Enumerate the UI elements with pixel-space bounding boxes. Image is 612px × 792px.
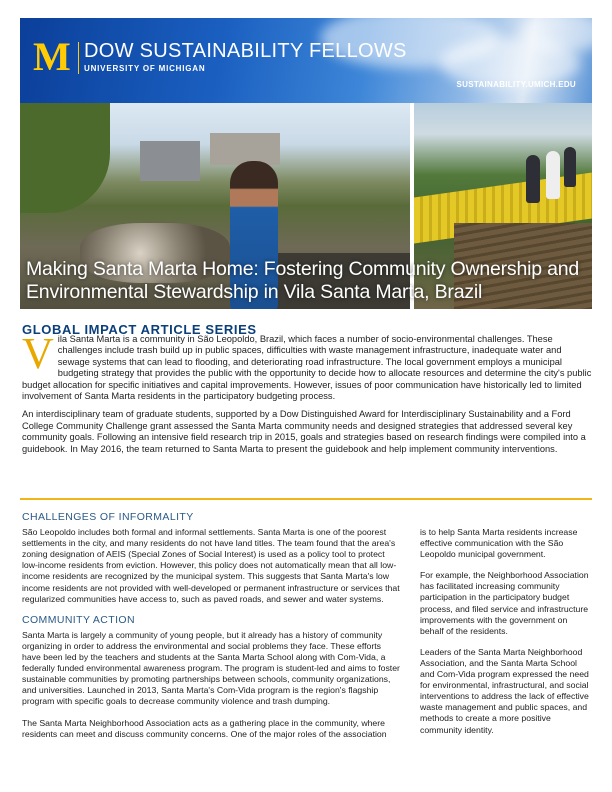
university-logo-icon[interactable]: M xyxy=(33,34,71,79)
header-banner xyxy=(20,18,592,103)
article-title-line: Environmental Stewardship in Vila Santa Marta, Brazil xyxy=(26,281,483,303)
article-title-line: Making Santa Marta Home: Fostering Community Ownership and xyxy=(26,258,580,280)
series-label: GLOBAL IMPACT ARTICLE SERIES xyxy=(22,322,257,337)
brand-title: DOW SUSTAINABILITY FELLOWS xyxy=(84,40,407,62)
photo-walker xyxy=(546,151,560,199)
photo-walker xyxy=(564,147,576,187)
intro-paragraph-text: ila Santa Marta is a community in São Leopoldo, Brazil, which faces a number of socio-environmental challenges. These challenges include trash build up in public spaces, difficulties with waste management infrastructure, inadequate water and sewage systems that can lead to flooding, and deteriorating road infrastructure. The local government employs a municipal budgeting strategy that provides the public with the opportunity to decide how to allocate resources and determine the city's public budget allocation for specific initiatives and capital improvements. However, issues of poor communication have historically led to limited involvement of Santa Marta residents in the participatory budgeting process. xyxy=(22,334,592,402)
left-column xyxy=(22,512,400,750)
body-paragraph: Leaders of the Santa Marta Neighborhood Association, and the Santa Marta School and Com-Vida program expressed the need for environmental, infrastructural, and social interventions to address the lack of effective waste management and public spaces, and methods to create a more positive community identity. xyxy=(420,646,589,735)
section-heading-challenges: CHALLENGES OF INFORMALITY xyxy=(22,511,194,523)
article-title xyxy=(26,258,592,304)
site-url-link[interactable]: SUSTAINABILITY.UMICH.EDU xyxy=(456,80,576,89)
photo-walker xyxy=(526,155,540,203)
drop-cap: V xyxy=(22,329,54,378)
right-column xyxy=(420,527,592,746)
section-divider xyxy=(20,498,592,500)
body-paragraph: For example, the Neighborhood Association has facilitated increasing community participation in the participatory budget process, and filed service and infrastructure improvements with the government on behalf of the residents. xyxy=(420,570,589,636)
logo-divider xyxy=(78,42,79,74)
brand-subtitle: UNIVERSITY OF MICHIGAN xyxy=(84,64,206,73)
intro-paragraph: An interdisciplinary team of graduate students, supported by a Dow Distinguished Award for Interdisciplinary Sustainability and a Ford College Community Challenge grant assessed the Santa Marta community needs and designed strategies that addressed several key community goals. Following an intensive field research trip in 2015, goals and strategies based on research findings were compiled into a guidebook. In May 2016, the team returned to Santa Marta to present the guidebook and help implement community interventions. xyxy=(22,409,586,454)
photo-house xyxy=(140,141,200,181)
body-paragraph: The Santa Marta Neighborhood Association acts as a gathering place in the community, where residents can meet and discuss community concerns. One of the major roles of the association xyxy=(22,717,387,739)
body-paragraph: São Leopoldo includes both formal and informal settlements. Santa Marta is one of the poorest settlements in the city, and many residents do not have land titles. The team found that the area's zoning designation of AEIS (Special Zones of Social Interest) is used as a policy tool to protect low-income residents from eviction. However, this policy does not automatically mean that all low-income residents are recognized by the municipal system. This suggests that Santa Marta's low income residents are not provided with well-developed or permanent infrastructure or services that regularized communities have access to, such as paved roads, and sewer and water systems. xyxy=(22,527,400,604)
section-heading-community-action: COMMUNITY ACTION xyxy=(22,613,135,626)
photo-tree xyxy=(20,103,110,213)
body-paragraph: Santa Marta is largely a community of young people, but it already has a history of community organizing in order to address the environmental and social problems they face. These efforts have been led by the teachers and students at the Santa Marta School along with Com-Vida, a federally funded environmental awareness program. The program is student-led and aims to foster sustainable communities by promoting partnerships between schools, community organizations, and universities. Launched in 2013, Santa Marta's Com-Vida program is the region's flagship program with specific goals to decrease community violence and trash dumping. xyxy=(22,629,400,707)
body-paragraph: is to help Santa Marta residents increase effective communication with the São Leopoldo municipal government. xyxy=(420,527,578,560)
photo-house xyxy=(210,133,280,165)
